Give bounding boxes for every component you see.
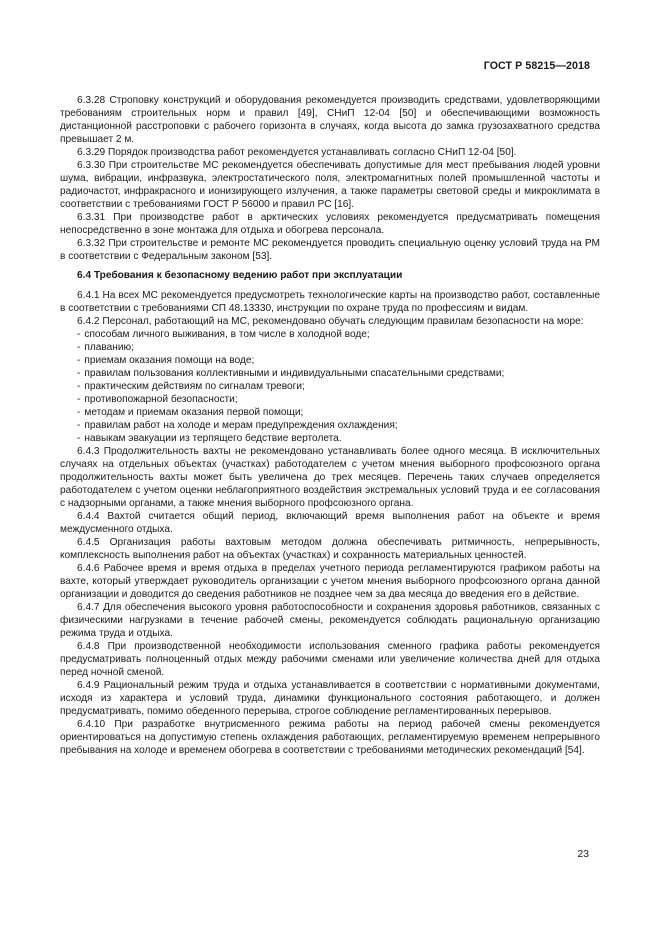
list-item: - методам и приемам оказания первой помощи;	[77, 407, 304, 418]
paragraph-6-4-10: 6.4.10 При разработке внутрисменного режима работы на период рабочей смены рекомендуется ориентироваться на допустимую степень охлаждения работающих, регламентируемую временем непрерывного пребывания на холоде и временем обогрева в соответствии с требованиями методических рекомендаций [54].	[60, 719, 600, 756]
paragraph-6-4-3: 6.4.3 Продолжительность вахты не рекомендовано устанавливать более одного месяца. В исключительных случаях на отдельных объектах (участках) работодателем с учетом мнения выборного профсоюзного органа продолжительность вахты может быть увеличена до трех месяцев. Перечень таких случаев определяется работодателем с учетом оценки неблагоприятного воздействия экстремальных условий труда и ее согласования с надзорными органами, а также мнения выборного профсоюзного органа.	[60, 446, 600, 509]
paragraph-6-4-4: 6.4.4 Вахтой считается общий период, включающий время выполнения работ на объекте и время междусменного отдыха.	[60, 511, 600, 535]
list-item: - приемам оказания помощи на воде;	[77, 355, 255, 366]
paragraph-6-4-2: 6.4.2 Персонал, работающий на МС, рекомендовано обучать следующим правилам безопасности на море:	[77, 316, 584, 327]
paragraph-6-4-5: 6.4.5 Организация работы вахтовым методом должна обеспечивать ритмичность, непрерывность, комплексность выполнения работ на объектах (участках) и сохранность материальных ценностей.	[60, 537, 600, 561]
list-item: - плаванию;	[77, 342, 134, 353]
paragraph-6-4-9: 6.4.9 Рациональный режим труда и отдыха устанавливается в соответствии с нормативными документами, исходя из характера и условий труда, динамики функционального состояния работающего, и должен предусматривать, помимо обеденного перерыва, строгое соблюдение регламентированных перерывов.	[60, 680, 600, 717]
list-item: - противопожарной безопасности;	[77, 394, 238, 405]
list-item: - правилам работ на холоде и мерам предупреждения охлаждения;	[77, 420, 398, 431]
paragraph-6-3-29: 6.3.29 Порядок производства работ рекомендуется устанавливать согласно СНиП 12-04 [50].	[77, 147, 517, 158]
paragraph-6-4-6: 6.4.6 Рабочее время и время отдыха в пределах учетного периода регламентируются графиком работы на вахте, который утверждает руководитель организации с учетом мнения выборного профсоюзного органа данной организации и доводится до сведения работников не позднее чем за два месяца до введения его в действие.	[60, 563, 600, 600]
paragraph-6-4-8: 6.4.8 При производственной необходимости использования сменного графика работы рекомендуется предусматривать полноценный отдых между рабочими сменами или увеличение количества дней для отдыха перед ночной сменой.	[60, 641, 600, 678]
section-title-6-4: 6.4 Требования к безопасному ведению работ при эксплуатации	[77, 270, 403, 281]
list-item: - способам личного выживания, в том числе в холодной воде;	[77, 329, 370, 340]
safety-training-list	[60, 328, 600, 445]
paragraph-6-3-28: 6.3.28 Строповку конструкций и оборудования рекомендуется производить средствами, удовлетворяющими требованиям строительных норм и правил [49], СНиП 12-04 [50] и обеспечивающими возможность дистанционной расстроповки с рабочего горизонта в случаях, когда высота до замка грузозахватного средства превышает 2 м.	[60, 95, 600, 145]
document-header: ГОСТ Р 58215—2018	[483, 60, 590, 72]
list-item: - правилам пользования коллективными и индивидуальными спасательными средствами;	[77, 368, 505, 379]
list-item: - навыкам эвакуации из терпящего бедствие вертолета.	[77, 433, 342, 444]
paragraph-6-3-32: 6.3.32 При строительстве и ремонте МС рекомендуется проводить специальную оценку условий труда на РМ в соответствии с Федеральным законом [53].	[60, 238, 600, 262]
paragraph-6-4-7: 6.4.7 Для обеспечения высокого уровня работоспособности и сохранения здоровья работников, связанных с физическими нагрузками в течение рабочей смены, рекомендуется соблюдать рациональную организацию режима труда и отдыха.	[60, 602, 600, 639]
paragraph-6-4-1: 6.4.1 На всех МС рекомендуется предусмотреть технологические карты на производство работ, составленные в соответствии с требованиями СП 48.13330, инструкции по охране труда по профессиям и видам.	[60, 290, 600, 314]
paragraph-6-3-31: 6.3.31 При производстве работ в арктических условиях рекомендуется предусматривать помещения непосредственно в зоне монтажа для отдыха и обогрева персонала.	[60, 212, 600, 236]
paragraph-6-3-30: 6.3.30 При строительстве МС рекомендуется обеспечивать допустимые для мест пребывания людей уровни шума, вибрации, инфразвука, электростатического поля, электромагнитных полей промышленной частоты и радиочастот, инфракрасного и ионизирующего излучения, а также параметры световой среды и микроклимата в соответствии с требованиями ГОСТ Р 56000 и правил РС [16].	[60, 160, 600, 210]
page-number: 23	[577, 848, 589, 860]
document-body	[60, 94, 600, 757]
list-item: - практическим действиям по сигналам тревоги;	[77, 381, 305, 392]
